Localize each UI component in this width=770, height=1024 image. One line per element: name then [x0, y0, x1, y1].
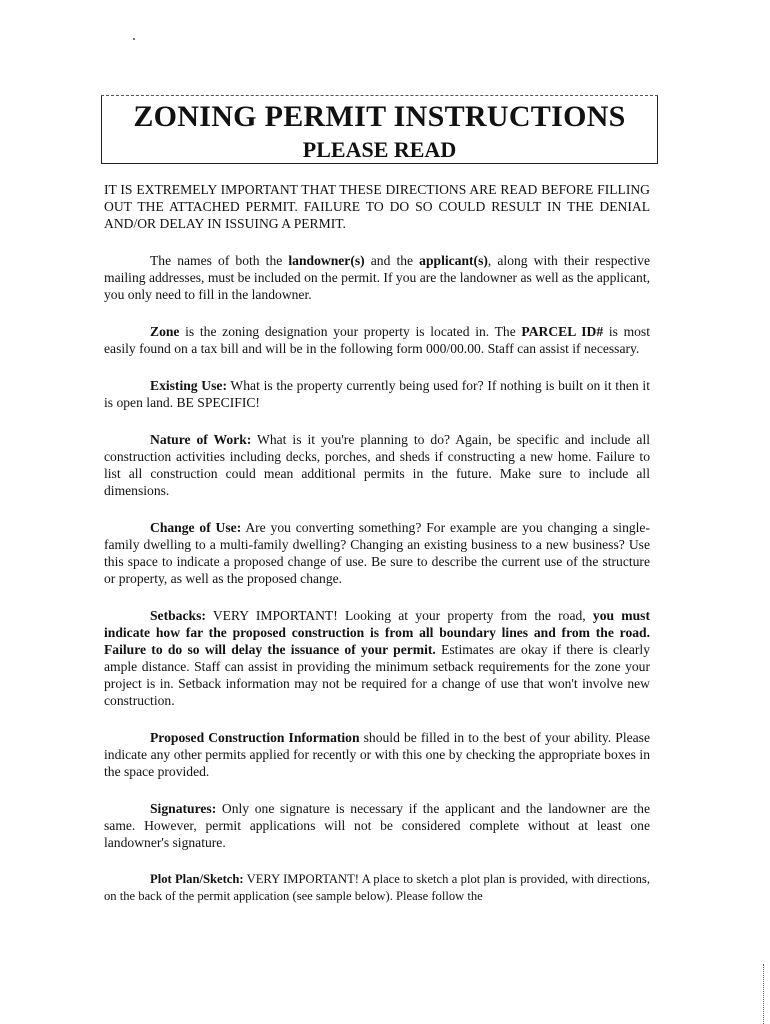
- landowner-paragraph: [104, 252, 650, 303]
- setbacks-text-2: Estimates are okay if there is clearly ample distance. Staff can assist in providing the minimum setback requirements for the zone your project is in. Setback information may not be required for a change of use that won't involve new construction.: [104, 642, 650, 708]
- signatures-label: Signatures:: [150, 801, 217, 816]
- existing-use-text: What is the property currently being used for? If nothing is built on it then it is open land. BE SPECIFIC!: [104, 378, 650, 410]
- zone-text-2: is most easily found on a tax bill and will be in the following form 000/00.00. Staff can assist if necessary.: [104, 324, 651, 356]
- change-of-use-text: Are you converting something? For example are you changing a single-family dwelling to a multi-family dwelling? Changing an existing business to a new business? Use this space to indicate a proposed change of use. Be sure to describe the current use of the structure or property, as well as the proposed change.: [104, 520, 650, 586]
- change-of-use-label: Change of Use:: [150, 520, 242, 535]
- landowner-label: landowner(s): [288, 253, 365, 268]
- nature-of-work-text: What is it you're planning to do? Again, be specific and include all construction activities including decks, porches, and sheds if constructing a new home. Failure to list all construction could mean additional permits in the future. Make sure to include all dimensions.: [104, 432, 650, 498]
- plot-plan-text: VERY IMPORTANT! A place to sketch a plot plan is provided, with directions, on the back of the permit application (see sample below). Please follow the: [104, 872, 650, 903]
- existing-use-label: Existing Use:: [150, 378, 227, 393]
- setbacks-text-1: VERY IMPORTANT! Looking at your property from the road,: [205, 608, 593, 623]
- scan-speck: [133, 38, 135, 40]
- proposed-construction-text: should be filled in to the best of your ability. Please indicate any other permits applied for recently or with this one by checking the appropriate boxes in the space provided.: [104, 730, 650, 779]
- applicant-label: applicant(s): [419, 253, 488, 268]
- landowner-text-1: The names of both the: [150, 253, 289, 268]
- existing-use-paragraph: [104, 377, 650, 411]
- nature-of-work-paragraph: [104, 431, 650, 499]
- zone-paragraph: [104, 323, 650, 357]
- instructions-body: [104, 181, 650, 905]
- zone-label: Zone: [150, 324, 180, 339]
- page-subtitle: PLEASE READ: [302, 137, 457, 162]
- title-box-top-border: [101, 95, 658, 96]
- setbacks-label: Setbacks:: [150, 608, 206, 623]
- parcel-id-label: PARCEL ID#: [521, 324, 604, 339]
- landowner-text-2: and the: [364, 253, 420, 268]
- change-of-use-paragraph: [104, 519, 650, 587]
- setbacks-paragraph: [104, 607, 650, 709]
- signatures-paragraph: [104, 800, 650, 851]
- intro-warning: IT IS EXTREMELY IMPORTANT THAT THESE DIRECTIONS ARE READ BEFORE FILLING OUT THE ATTACHED PERMIT. FAILURE TO DO SO COULD RESULT IN THE DENIAL AND/OR DELAY IN ISSUING A PERMIT.: [104, 182, 650, 231]
- signatures-text: Only one signature is necessary if the applicant and the landowner are the same. However, permit applications will not be considered complete without at least one landowner's signature.: [104, 801, 650, 850]
- plot-plan-label: Plot Plan/Sketch:: [150, 872, 244, 886]
- zone-text-1: is the zoning designation your property is located in. The: [179, 324, 522, 339]
- proposed-construction-paragraph: [104, 729, 650, 780]
- proposed-construction-label: Proposed Construction Information: [150, 730, 360, 745]
- title-box: [101, 95, 658, 164]
- plot-plan-paragraph: [104, 871, 650, 905]
- nature-of-work-label: Nature of Work:: [150, 432, 252, 447]
- landowner-text-3: , along with their respective mailing addresses, must be included on the permit. If you are the landowner as well as the applicant, you only need to fill in the landowner.: [104, 253, 651, 302]
- setbacks-requirement: you must indicate how far the proposed construction is from all boundary lines and from the road. Failure to do so will delay the issuance of your permit.: [104, 608, 650, 657]
- page-title: ZONING PERMIT INSTRUCTIONS: [133, 100, 626, 133]
- scan-edge-mark: [763, 964, 764, 1024]
